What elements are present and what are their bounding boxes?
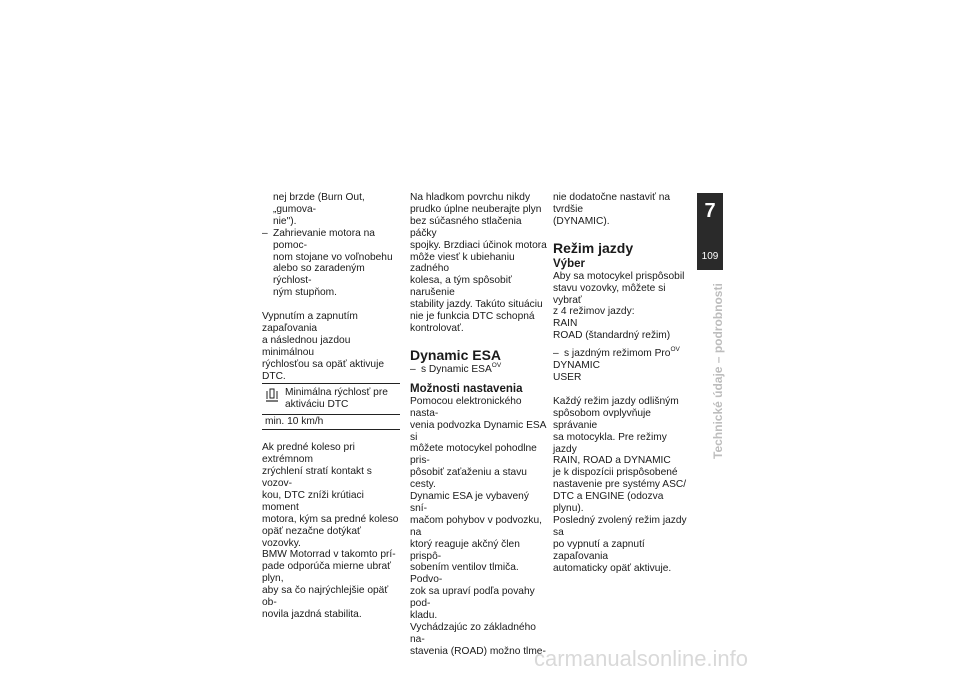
text-line: Na hladkom povrchu nikdy xyxy=(410,192,531,203)
section-heading: Dynamic ESA xyxy=(410,346,502,363)
text-line: BMW Motorrad v takomto prí- xyxy=(262,549,396,561)
paragraph xyxy=(553,360,689,384)
text-line: ným stupňom. xyxy=(273,287,337,299)
text-line: kolesa, a tým spôsobiť narušenie xyxy=(410,275,512,299)
text-line: môžete motocykel pohodlne pris- xyxy=(410,443,537,467)
text-line: motora, kým sa predné koleso xyxy=(262,513,399,525)
text-line: Každý režim jazdy odlišným xyxy=(553,395,679,407)
section-heading: Režim jazdy xyxy=(553,239,634,256)
text-line: alebo so zaradeným rýchlost- xyxy=(273,263,365,287)
spec-label: aktiváciu DTC xyxy=(285,398,349,410)
text-line: Vypnutím a zapnutím zapaľovania xyxy=(262,311,358,335)
text-line: sa motocykla. Pre režimy jazdy xyxy=(553,431,667,455)
text-line: ROAD (štandardný režim) xyxy=(553,330,671,342)
text-line: (DYNAMIC). xyxy=(553,215,610,227)
text-line: aby sa čo najrýchlejšie opäť ob- xyxy=(262,585,389,609)
text-line: nie"). xyxy=(273,215,297,227)
chapter-tab xyxy=(697,193,723,270)
text-line: nej brzde (Burn Out, „gumova- xyxy=(273,192,365,215)
subsection-heading: Možnosti nastavenia xyxy=(410,382,523,395)
text-line: Aby sa motocykel prispôsobil xyxy=(553,270,685,282)
chapter-number: 7 xyxy=(704,200,716,222)
subsection-heading: Výber xyxy=(553,257,585,270)
text-line: Zahrievanie motora na pomoc- xyxy=(273,227,375,251)
option-note xyxy=(410,361,547,376)
text-line: Posledný zvolený režim jazdy sa xyxy=(553,514,687,538)
option-text: s jazdným režimom Pro xyxy=(564,348,671,360)
text-line: zok sa upraví podľa povahy pod- xyxy=(410,586,535,610)
spec-info-box xyxy=(262,383,400,431)
text-line: kladu. xyxy=(410,610,438,622)
paragraph xyxy=(553,192,689,228)
text-line: pôsobiť zaťaženiu a stavu cesty. xyxy=(410,467,527,491)
text-line: z 4 režimov jazdy: xyxy=(553,306,635,318)
paragraph xyxy=(262,442,400,621)
text-line: zrýchlení stratí kontakt s vozov- xyxy=(262,466,372,490)
text-line: a následnou jazdou minimálnou xyxy=(262,334,351,358)
text-line: Dynamic ESA je vybavený sní- xyxy=(410,491,529,514)
column-3 xyxy=(553,192,689,574)
text-line: stavenia (ROAD) možno tlme- xyxy=(410,645,546,657)
text-line: rýchlosťou sa opäť aktivuje DTC. xyxy=(262,358,385,382)
text-line: nie je funkcia DTC schopná xyxy=(410,311,535,323)
option-marker: OV xyxy=(670,346,680,354)
text-line: stavu vozovky, môžete si vybrať xyxy=(553,282,666,306)
paragraph xyxy=(553,396,689,575)
watermark: carmanualsonline.info xyxy=(534,646,749,671)
text-line: po vypnutí a zapnutí zapaľovania xyxy=(553,538,645,562)
text-line: Vychádzajúc zo základného na- xyxy=(410,622,536,645)
paragraph xyxy=(410,396,547,658)
option-text: s Dynamic ESA xyxy=(421,363,492,375)
text-line: automaticky opäť aktivuje. xyxy=(553,562,672,574)
text-line: nom stojane vo voľnobehu xyxy=(273,251,393,263)
text-line: novila jazdná stabilita. xyxy=(262,609,362,620)
text-line: prudko úplne neuberajte plyn xyxy=(410,203,542,215)
text-line: RAIN xyxy=(553,318,578,330)
text-line: Pomocou elektronického nasta- xyxy=(410,395,522,419)
page-number: 109 xyxy=(701,251,719,262)
text-line: nie dodatočne nastaviť na tvrdšie xyxy=(553,192,671,215)
column-1 xyxy=(262,192,400,621)
gauge-icon xyxy=(265,387,285,411)
text-line: spojky. Brzdiaci účinok motora xyxy=(410,239,547,251)
text-line: spôsobom ovplyvňuje správanie xyxy=(553,407,651,431)
text-line: kou, DTC zníži krútiaci moment xyxy=(262,489,364,513)
dash-marker: – xyxy=(262,227,268,239)
text-line: bez súčasného stlačenia páčky xyxy=(410,215,522,239)
paragraph xyxy=(262,192,400,228)
dash-marker: – xyxy=(553,348,559,360)
option-marker: OV xyxy=(491,361,502,369)
text-line: kontrolovať. xyxy=(410,322,464,334)
text-line: nastavenie pre systémy ASC/ xyxy=(553,479,687,491)
text-line: USER xyxy=(553,371,582,383)
text-line: sobením ventilov tlmiča. Podvo- xyxy=(410,562,519,586)
text-line: ktorý reaguje akčný člen prispô- xyxy=(410,538,520,562)
text-line: môže viesť k ubiehaniu zadného xyxy=(410,251,515,275)
spec-label: Minimálna rýchlosť pre xyxy=(285,386,388,398)
column-2 xyxy=(410,192,547,658)
paragraph xyxy=(553,271,689,342)
text-line: pade odporúča mierne ubrať plyn, xyxy=(262,561,391,585)
text-line: DYNAMIC xyxy=(553,360,600,372)
dash-list-item xyxy=(262,228,400,299)
text-line: je k dispozícii prispôsobené xyxy=(553,467,678,479)
text-line: stability jazdy. Takúto situáciu xyxy=(410,299,543,311)
dash-marker: – xyxy=(410,363,416,375)
paragraph xyxy=(410,192,547,335)
text-line: mačom pohybov v podvozku, na xyxy=(410,514,542,538)
option-note xyxy=(553,348,689,360)
text-line: Ak predné koleso pri extrémnom xyxy=(262,442,355,466)
text-line: DTC a ENGINE (odozva plynu). xyxy=(553,491,664,515)
text-line: RAIN, ROAD a DYNAMIC xyxy=(553,455,671,467)
text-line: opäť nezačne dotýkať vozovky. xyxy=(262,525,361,549)
paragraph xyxy=(262,311,400,382)
side-chapter-title: Technické údaje – podrobnosti xyxy=(711,283,725,459)
spec-value: min. 10 km/h xyxy=(262,414,400,429)
text-line: venia podvozka Dynamic ESA si xyxy=(410,419,546,443)
